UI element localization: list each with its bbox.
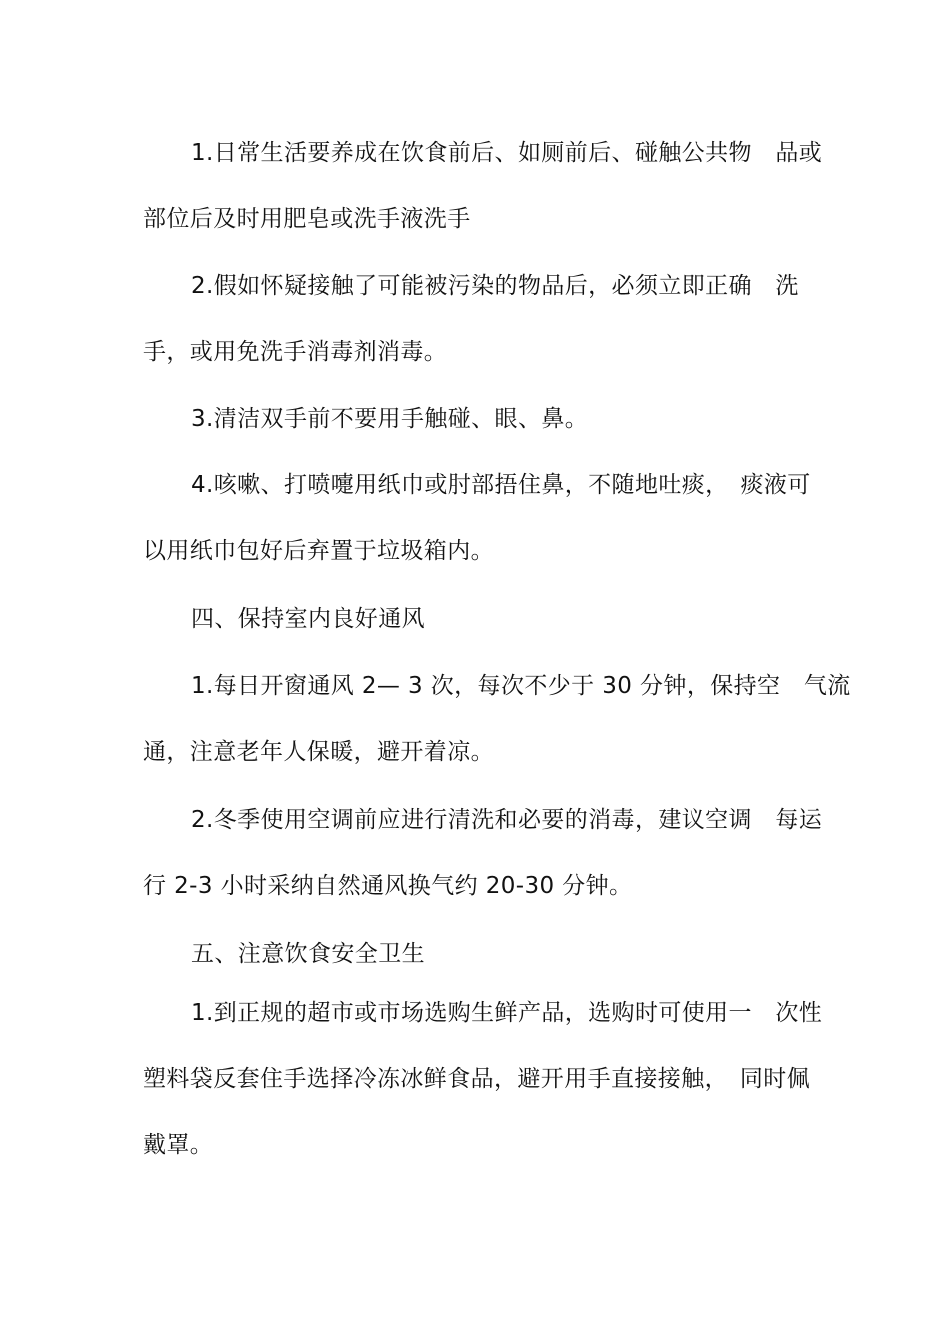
paragraph-contaminated-items <box>143 253 833 385</box>
paragraph-line: 手，或用免洗手消毒剂消毒。 <box>143 339 448 365</box>
paragraph-air-conditioner <box>143 787 833 919</box>
section-heading-food-safety <box>143 921 833 987</box>
paragraph-line: 4.咳嗽、打喷嚏用纸巾或肘部捂住鼻，不随地吐痰， 痰液可 <box>191 472 811 498</box>
paragraph-line: 1.每日开窗通风 2— 3 次，每次不少于 30 分钟，保持空 气流 <box>191 673 851 699</box>
paragraph-open-windows <box>143 653 851 785</box>
paragraph-line: 部位后及时用肥皂或洗手液洗手 <box>143 206 471 232</box>
paragraph-line: 戴罩。 <box>143 1132 214 1158</box>
paragraph-cough-etiquette <box>143 452 833 584</box>
section-heading-ventilation <box>143 586 833 652</box>
paragraph-line: 行 2-3 小时采纳自然通风换气约 20-30 分钟。 <box>143 873 633 899</box>
paragraph-line: 1.日常生活要养成在饮食前后、如厕前后、碰触公共物 品或 <box>191 140 823 166</box>
paragraph-line: 1.到正规的超市或市场选购生鲜产品，选购时可使用一 次性 <box>191 1000 823 1026</box>
paragraph-fresh-food-shopping <box>143 980 833 1178</box>
paragraph-line: 2.假如怀疑接触了可能被污染的物品后，必须立即正确 洗 <box>191 273 799 299</box>
paragraph-line: 塑料袋反套住手选择冷冻冰鲜食品，避开用手直接接触， 同时佩 <box>143 1066 811 1092</box>
paragraph-line: 3.清洁双手前不要用手触碰、眼、鼻。 <box>191 406 589 432</box>
paragraph-line: 以用纸巾包好后弃置于垃圾箱内。 <box>143 538 494 564</box>
paragraph-line: 2.冬季使用空调前应进行清洗和必要的消毒，建议空调 每运 <box>191 807 823 833</box>
paragraph-line: 通，注意老年人保暖，避开着凉。 <box>143 739 494 765</box>
section-heading: 五、注意饮食安全卫生 <box>191 941 425 967</box>
paragraph-hand-washing-habit <box>143 120 833 252</box>
paragraph-clean-hands <box>143 386 833 452</box>
section-heading: 四、保持室内良好通风 <box>191 606 425 632</box>
